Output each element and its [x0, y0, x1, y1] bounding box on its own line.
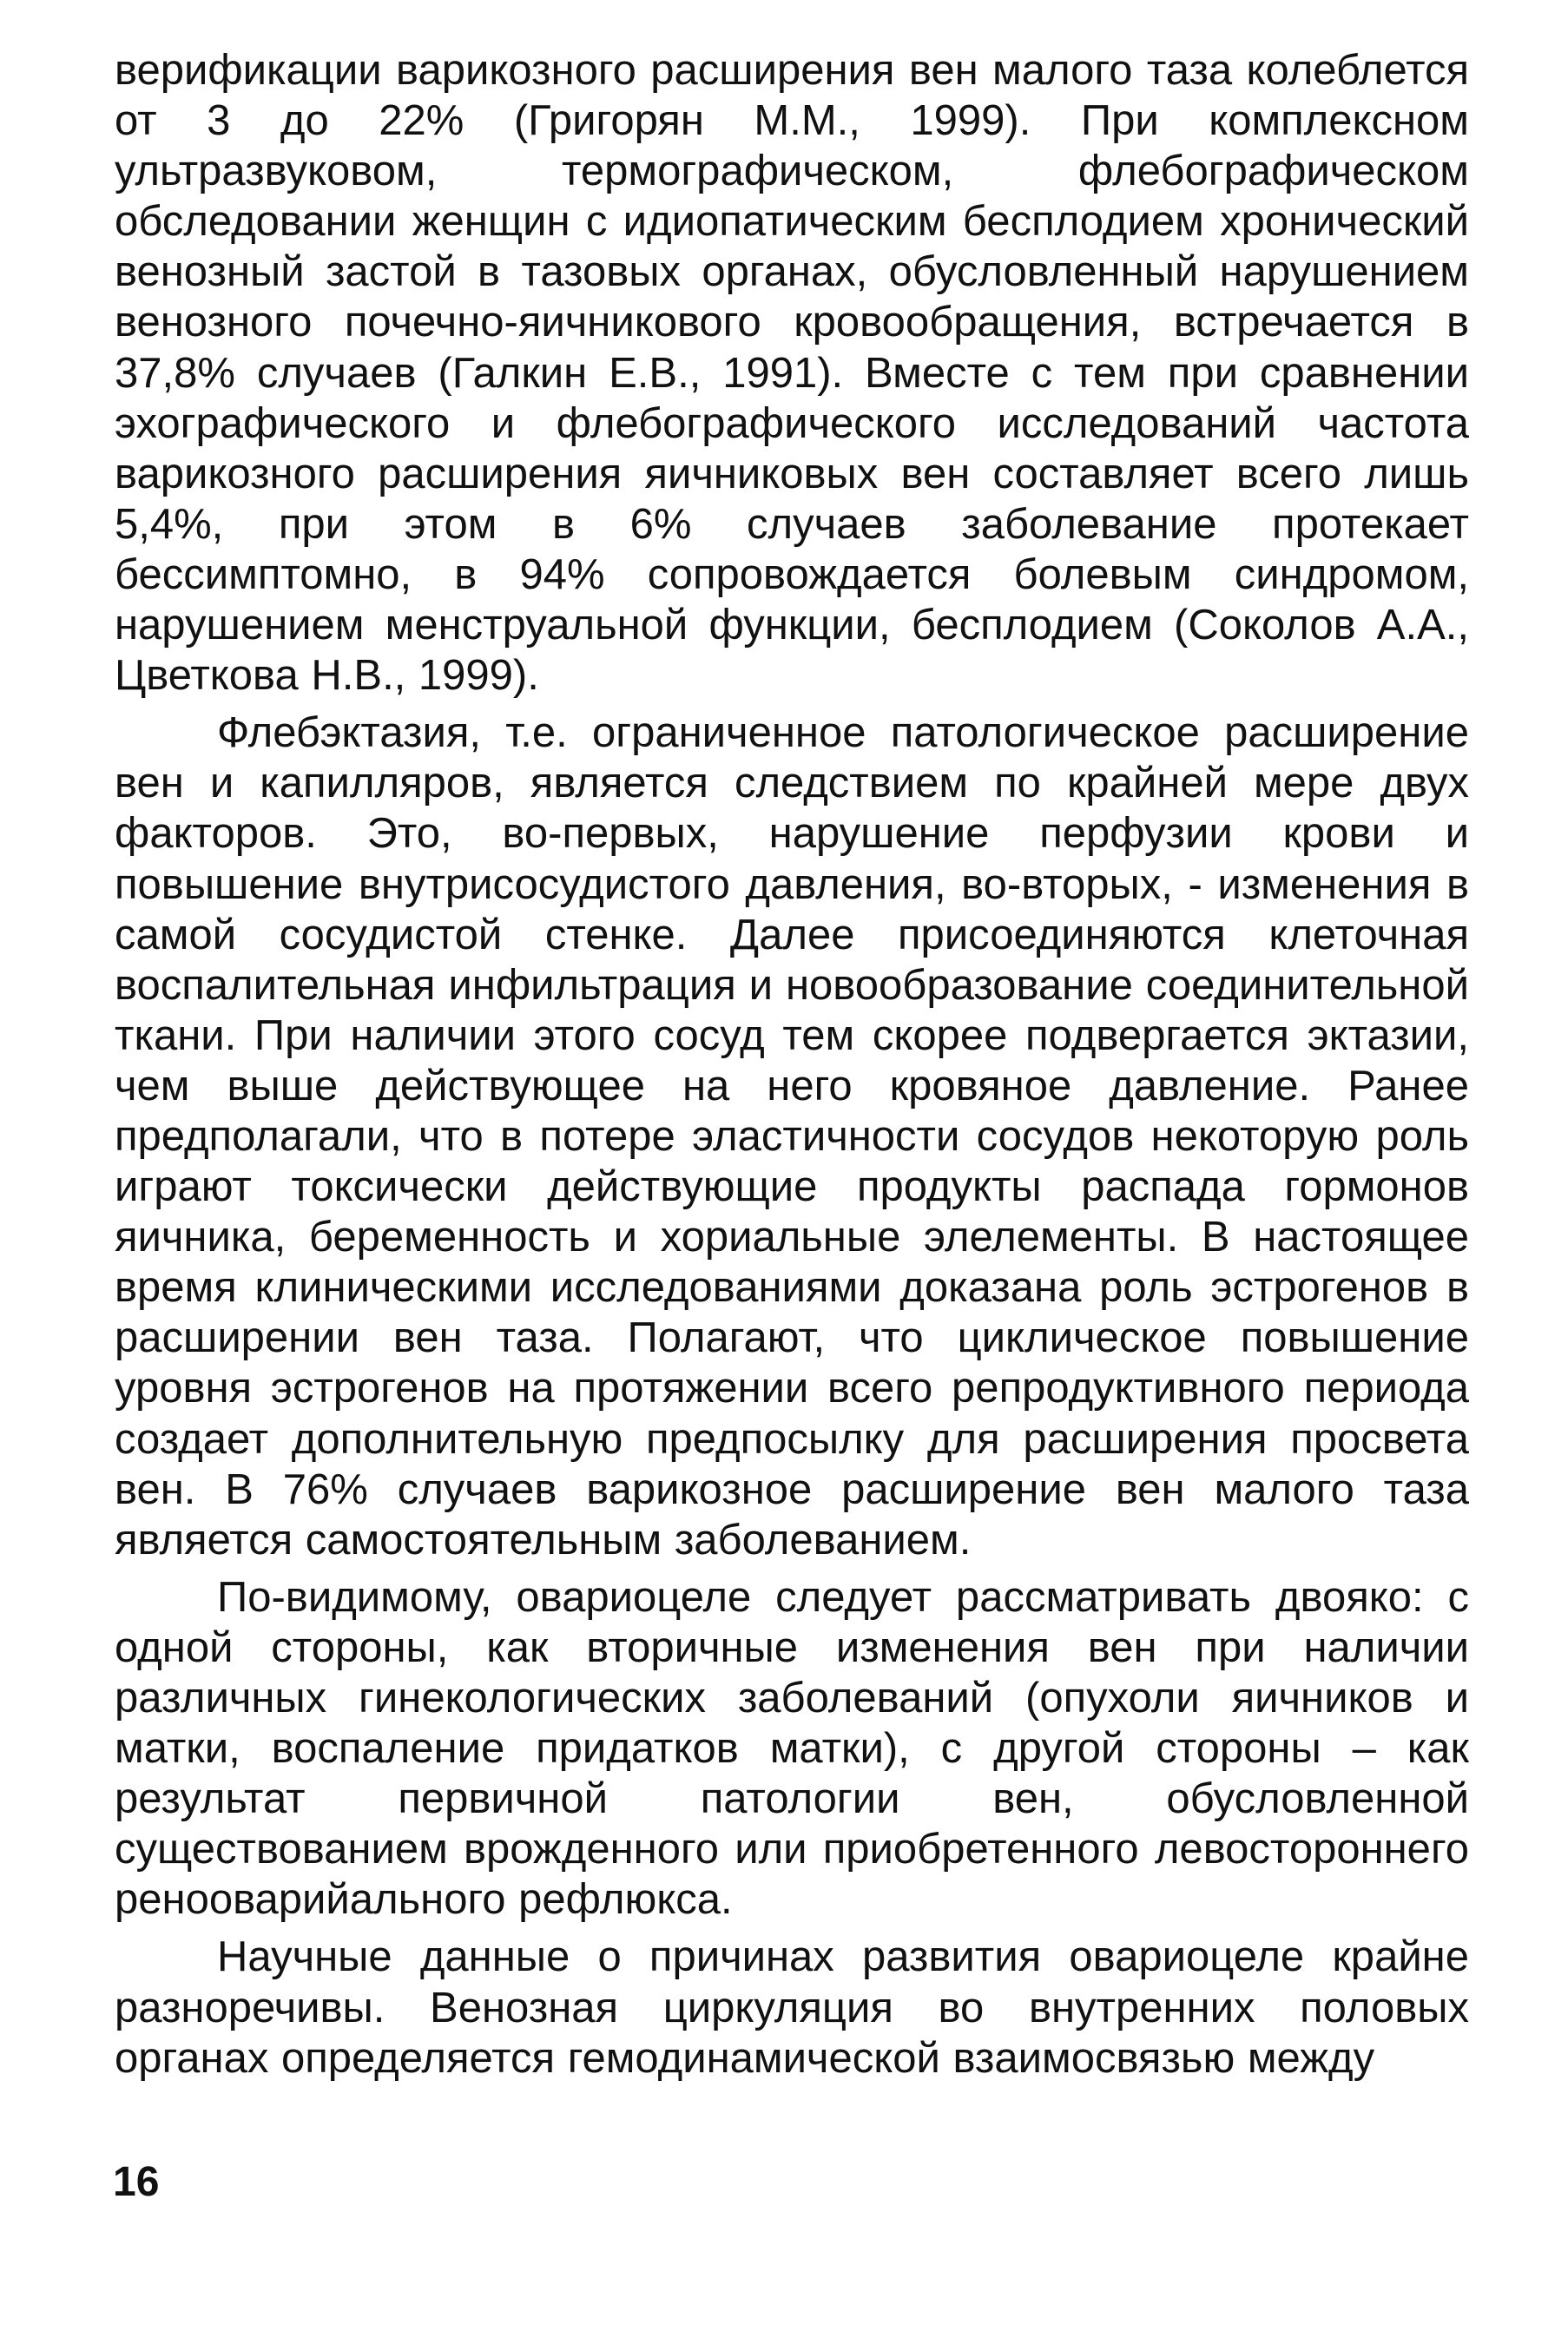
paragraph-3: По-видимому, овариоцеле следует рассматривать двояко: с одной стороны, как вторичные изменения вен при наличии различных гинекологических заболеваний (опухоли яичников и матки, воспаление придатков матки), с другой стороны – как результат первичной патологии вен, обусловленной существованием врожденного или приобретенного левостороннего ренооварийального рефлюкса. — [115, 1573, 1469, 1924]
page-body — [115, 45, 1469, 2084]
paragraph-4: Научные данные о причинах развития овариоцеле крайне разноречивы. Венозная циркуляция во внутренних половых органах определяется гемодинамической взаимосвязью между — [115, 1933, 1469, 2082]
page-number: 16 — [113, 2159, 160, 2205]
paragraph-1: верификации варикозного расширения вен малого таза колеблется от 3 до 22% (Григорян М.М., 1999). При комплексном ультразвуковом, термографическом, флебографическом обследовании женщин с идиопатическим бесплодием хронический венозный застой в тазовых органах, обусловленный нарушением венозного почечно-яичникового кровообращения, встречается в 37,8% случаев (Галкин Е.В., 1991). Вместе с тем при сравнении эхографического и флебографического исследований частота варикозного расширения яичниковых вен составляет всего лишь 5,4%, при этом в 6% случаев заболевание протекает бессимптомно, в 94% сопровождается болевым синдромом, нарушением менструальной функции, бесплодием (Соколов А.А., Цветкова Н.В., 1999). — [115, 47, 1469, 700]
paragraph-2: Флебэктазия, т.е. ограниченное патологическое расширение вен и капилляров, является следствием по крайней мере двух факторов. Это, во-первых, нарушение перфузии крови и повышение внутрисосудистого давления, во-вторых, - изменения в самой сосудистой стенке. Далее присоединяются клеточная воспалительная инфильтрация и новообразование соединительной ткани. При наличии этого сосуд тем скорее подвергается эктазии, чем выше действующее на него кровяное давление. Ранее предполагали, что в потере эластичности сосудов некоторую роль играют токсически действующие продукты распада гормонов яичника, беременность и хориальные элелементы. В настоящее время клиническими исследованиями доказана роль эстрогенов в расширении вен таза. Полагают, что циклическое повышение уровня эстрогенов на протяжении всего репродуктивного периода создает дополнительную предпосылку для расширения просвета вен. В 76% случаев варикозное расширение вен малого таза является самостоятельным заболеванием. — [115, 709, 1469, 1564]
